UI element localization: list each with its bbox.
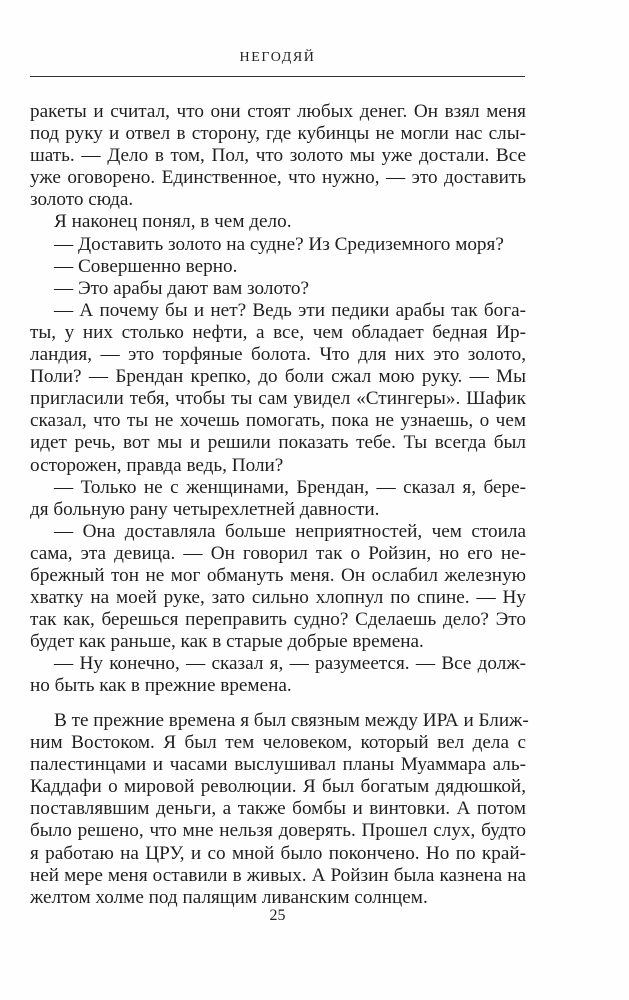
text-line: ты, у них столько нефти, а все, чем обладает бедная Ир- bbox=[30, 321, 526, 343]
text-section-2 bbox=[30, 710, 529, 909]
text-line: шать. — Дело в том, Пол, что золото мы уже достали. Все bbox=[30, 145, 526, 167]
text-line: сказал, что ты не хочешь помогать, пока не узнаешь, о чем bbox=[30, 410, 526, 432]
text-line: уже оговорено. Единственное, что нужно, — это доставить bbox=[30, 167, 526, 189]
text-line: — Она доставляла больше неприятностей, чем стоила bbox=[54, 520, 526, 542]
page-number: 25 bbox=[269, 907, 286, 924]
text-line: я работаю на ЦРУ, и со мной было покончено. Но по край- bbox=[30, 842, 526, 864]
text-line: палестинцами и часами выслушивал планы Муаммара аль- bbox=[30, 754, 526, 776]
text-line: В те прежние времена я был связным между ИРА и Ближ- bbox=[54, 710, 529, 731]
text-line: — Совершенно верно. bbox=[54, 255, 238, 277]
text-line: ландия, — это торфяные болота. Что для них это золото, bbox=[30, 344, 526, 366]
text-line: хватку на моей руке, зато сильно хлопнул по спине. — Ну bbox=[30, 587, 526, 609]
text-line: Я наконец понял, в чем дело. bbox=[54, 211, 292, 233]
text-line: ракеты и считал, что они стоят любых денег. Он взял меня bbox=[30, 101, 526, 122]
text-line: идет речь, вот мы и решили показать тебе. Ты всегда был bbox=[30, 432, 526, 454]
text-line: ней мере меня оставили в живых. А Ройзин была казнена на bbox=[30, 864, 526, 886]
running-head: НЕГОДЯЙ bbox=[239, 50, 316, 65]
text-line: под руку и отвел в сторону, где кубинцы не могли нас слы- bbox=[30, 123, 526, 145]
text-line: дя больную рану четырехлетней давности. bbox=[30, 498, 380, 520]
text-line: будет как раньше, как в старые добрые времена. bbox=[30, 631, 424, 653]
text-line: желтом холме под палящим ливанским солнцем. bbox=[30, 886, 428, 908]
text-line: — Ну конечно, — сказал я, — разумеется. — Все долж- bbox=[54, 653, 526, 675]
text-line: так как, берешься переправить судно? Сделаешь дело? Это bbox=[30, 609, 526, 631]
text-line: было решено, что мне нельзя доверять. Прошел слух, будто bbox=[30, 820, 526, 842]
text-line: поставлявшим деньги, а также бомбы и винтовки. А потом bbox=[30, 798, 526, 820]
text-line: Каддафи о мировой революции. Я был богатым дядюшкой, bbox=[30, 776, 526, 798]
text-line: брежный тон не мог обмануть меня. Он ослабил железную bbox=[30, 564, 526, 586]
text-section-1 bbox=[30, 101, 526, 698]
header-rule bbox=[30, 76, 525, 77]
text-line: — Доставить золото на судне? Из Средиземного моря? bbox=[54, 233, 504, 255]
text-line: — А почему бы и нет? Ведь эти педики арабы так бога- bbox=[54, 299, 526, 321]
text-line: но быть как в прежние времена. bbox=[30, 675, 292, 697]
text-line: золото сюда. bbox=[30, 189, 134, 211]
text-line: осторожен, правда ведь, Поли? bbox=[30, 454, 284, 476]
text-line: ним Востоком. Я был тем человеком, который вел дела с bbox=[30, 732, 526, 754]
text-line: Поли? — Брендан крепко, до боли сжал мою руку. — Мы bbox=[30, 366, 526, 388]
text-line: — Это арабы дают вам золото? bbox=[54, 277, 310, 299]
text-line: сама, эта девица. — Он говорил так о Ройзин, но его не- bbox=[30, 542, 526, 564]
text-line: — Только не с женщинами, Брендан, — сказал я, бере- bbox=[54, 476, 526, 498]
text-line: пригласили тебя, чтобы ты сам увидел «Стингеры». Шафик bbox=[30, 388, 526, 410]
